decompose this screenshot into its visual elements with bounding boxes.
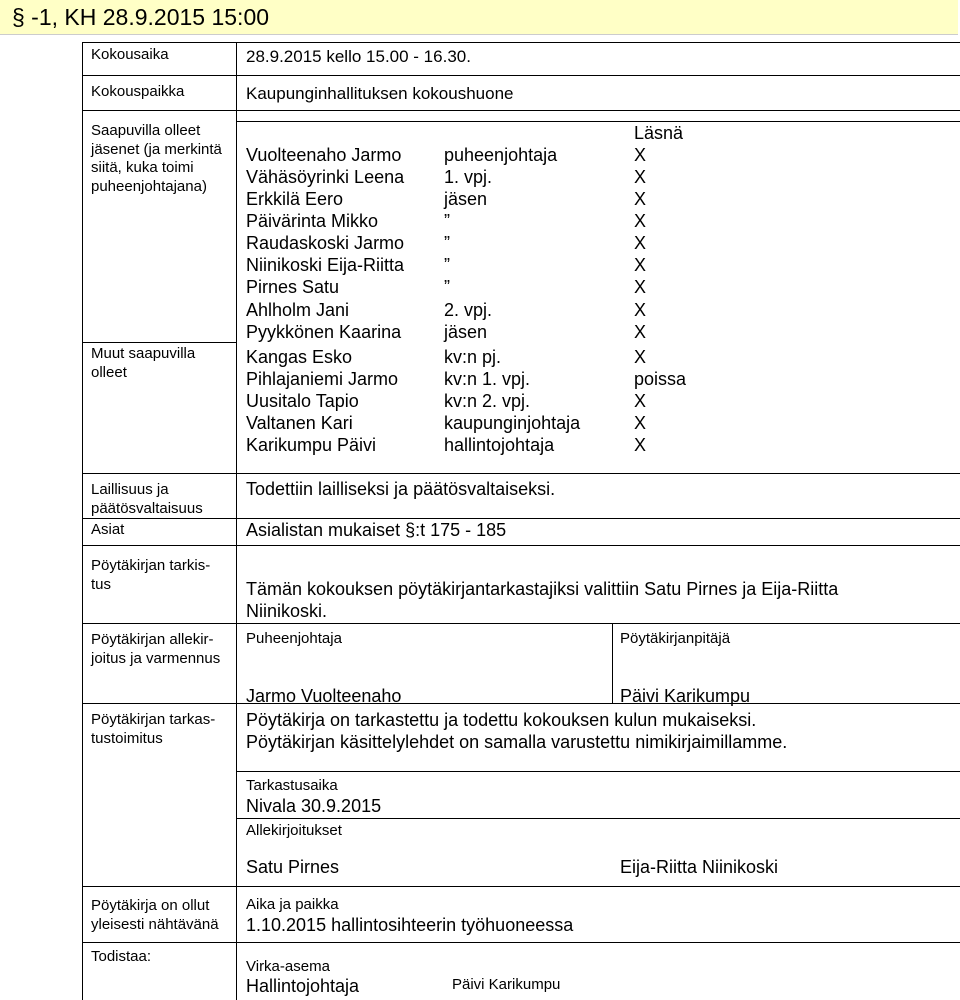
review-value-line: Tämän kokouksen pöytäkirjantarkastajiksi valittiin Satu Pirnes ja Eija-Riitta — [246, 579, 839, 599]
inspection-time-label: Tarkastusaika — [246, 777, 338, 794]
legality-label — [91, 481, 203, 518]
table-column-divider — [236, 42, 237, 1000]
inspection-text-line: Pöytäkirjan käsittelylehdet on samalla varustettu nimikirjaimillamme. — [246, 732, 788, 752]
member-presence: X — [634, 277, 647, 297]
inspection-label-line: tustoimitus — [91, 729, 163, 747]
member-name: Pirnes Satu — [246, 277, 340, 297]
other-role: kv:n pj. — [444, 347, 502, 367]
row-divider — [82, 703, 960, 704]
legality-label-line: päätösvaltaisuus — [91, 499, 203, 517]
row-divider — [82, 110, 960, 111]
member-name: Vähäsöyrinki Leena — [246, 167, 405, 187]
member-name: Vuolteenaho Jarmo — [246, 145, 402, 165]
review-label-line: tus — [91, 575, 112, 593]
public-display-label-line: yleisesti nähtävänä — [91, 915, 219, 933]
member-presence: X — [634, 145, 647, 165]
legality-value: Todettiin lailliseksi ja päätösvaltaiseksi. — [246, 479, 556, 499]
signatures-label: Allekirjoitukset — [246, 822, 342, 839]
chair-title: Puheenjohtaja — [246, 630, 342, 647]
table-left-border — [82, 42, 83, 1000]
member-role: ” — [444, 211, 450, 231]
page-header — [0, 0, 958, 35]
member-role: 2. vpj. — [444, 300, 493, 320]
member-name: Niinikoski Eija-Riitta — [246, 255, 405, 275]
other-name: Kangas Esko — [246, 347, 353, 367]
inspection-text-line: Pöytäkirja on tarkastettu ja todettu kokouksen kulun mukaiseksi. — [246, 710, 757, 730]
member-role: jäsen — [444, 189, 488, 209]
secretary-title: Pöytäkirjanpitäjä — [620, 630, 731, 647]
meeting-time-label: Kokousaika — [91, 46, 169, 63]
meeting-place-value: Kaupunginhallituksen kokoushuone — [246, 84, 514, 103]
other-name: Pihlajaniemi Jarmo — [246, 369, 399, 389]
position-value: Hallintojohtaja — [246, 976, 360, 996]
row-divider — [236, 771, 960, 772]
review-value-line: Niinikoski. — [246, 601, 328, 621]
signer-eija-riitta-niinikoski: Eija-Riitta Niinikoski — [620, 857, 779, 877]
signer-satu-pirnes: Satu Pirnes — [246, 857, 340, 877]
member-name: Erkkilä Eero — [246, 189, 344, 209]
member-name: Päivärinta Mikko — [246, 211, 379, 231]
public-display-label-line: Pöytäkirja on ollut — [91, 897, 210, 914]
public-display-label — [91, 897, 219, 934]
agenda-value: Asialistan mukaiset §:t 175 - 185 — [246, 520, 507, 540]
signing-label — [91, 631, 220, 668]
time-place-value: 1.10.2015 hallintosihteerin työhuoneessa — [246, 915, 574, 935]
other-presence: X — [634, 391, 647, 411]
other-name: Uusitalo Tapio — [246, 391, 359, 411]
member-presence: X — [634, 255, 647, 275]
inspection-label — [91, 711, 215, 748]
row-divider — [82, 545, 960, 546]
row-divider — [82, 886, 960, 887]
member-presence: X — [634, 211, 647, 231]
member-role: ” — [444, 233, 450, 253]
row-divider — [82, 473, 960, 474]
other-role: hallintojohtaja — [444, 435, 555, 455]
attendees-label-line: puheenjohtajana) — [91, 177, 207, 195]
other-presence: poissa — [634, 369, 687, 389]
legality-label-line: Laillisuus ja — [91, 481, 169, 498]
row-divider — [236, 818, 960, 819]
attendees-label-line: siitä, kuka toimi — [91, 159, 194, 176]
member-role: jäsen — [444, 322, 488, 342]
agenda-label: Asiat — [91, 521, 125, 538]
other-role: kv:n 2. vpj. — [444, 391, 531, 411]
meeting-place-label: Kokouspaikka — [91, 83, 185, 100]
others-label-line: olleet — [91, 363, 127, 381]
member-presence: X — [634, 189, 647, 209]
chair-name: Jarmo Vuolteenaho — [246, 686, 402, 706]
certifier-name: Päivi Karikumpu — [452, 976, 561, 993]
review-label — [91, 557, 210, 594]
certify-label: Todistaa: — [91, 948, 152, 965]
member-presence: X — [634, 167, 647, 187]
secretary-name: Päivi Karikumpu — [620, 686, 751, 706]
other-name: Valtanen Kari — [246, 413, 353, 433]
others-label-line: Muut saapuvilla — [91, 345, 196, 362]
row-divider — [82, 623, 960, 624]
signing-label-line: Pöytäkirjan allekir- — [91, 631, 214, 648]
other-presence: X — [634, 435, 647, 455]
row-divider — [82, 342, 236, 343]
inspection-time-value: Nivala 30.9.2015 — [246, 796, 382, 816]
other-presence: X — [634, 347, 647, 367]
page-title: § -1, KH 28.9.2015 15:00 — [12, 4, 270, 30]
member-presence: X — [634, 233, 647, 253]
member-name: Ahlholm Jani — [246, 300, 350, 320]
row-divider — [82, 518, 960, 519]
member-name: Pyykkönen Kaarina — [246, 322, 402, 342]
time-place-label: Aika ja paikka — [246, 896, 339, 913]
position-label: Virka-asema — [246, 958, 330, 975]
member-role: ” — [444, 255, 450, 275]
other-role: kv:n 1. vpj. — [444, 369, 531, 389]
member-presence: X — [634, 322, 647, 342]
table-top-border — [82, 42, 960, 43]
present-column-header: Läsnä — [634, 123, 684, 143]
row-divider — [82, 75, 960, 76]
attendees-label — [91, 122, 222, 196]
row-divider — [82, 942, 960, 943]
other-name: Karikumpu Päivi — [246, 435, 377, 455]
attendee-divider — [236, 121, 960, 122]
member-role: puheenjohtaja — [444, 145, 558, 165]
meeting-time-value: 28.9.2015 kello 15.00 - 16.30. — [246, 47, 471, 66]
others-label — [91, 345, 195, 382]
member-role: 1. vpj. — [444, 167, 493, 187]
signature-divider — [612, 623, 613, 703]
review-label-line: Pöytäkirjan tarkis- — [91, 557, 211, 574]
inspection-label-line: Pöytäkirjan tarkas- — [91, 711, 216, 728]
member-name: Raudaskoski Jarmo — [246, 233, 405, 253]
signing-label-line: joitus ja varmennus — [91, 649, 221, 667]
attendees-label-line: Saapuvilla olleet — [91, 122, 201, 139]
review-value — [246, 578, 838, 622]
inspection-text — [246, 709, 787, 753]
other-role: kaupunginjohtaja — [444, 413, 581, 433]
other-presence: X — [634, 413, 647, 433]
member-presence: X — [634, 300, 647, 320]
member-role: ” — [444, 277, 450, 297]
attendees-label-line: jäsenet (ja merkintä — [91, 140, 222, 158]
